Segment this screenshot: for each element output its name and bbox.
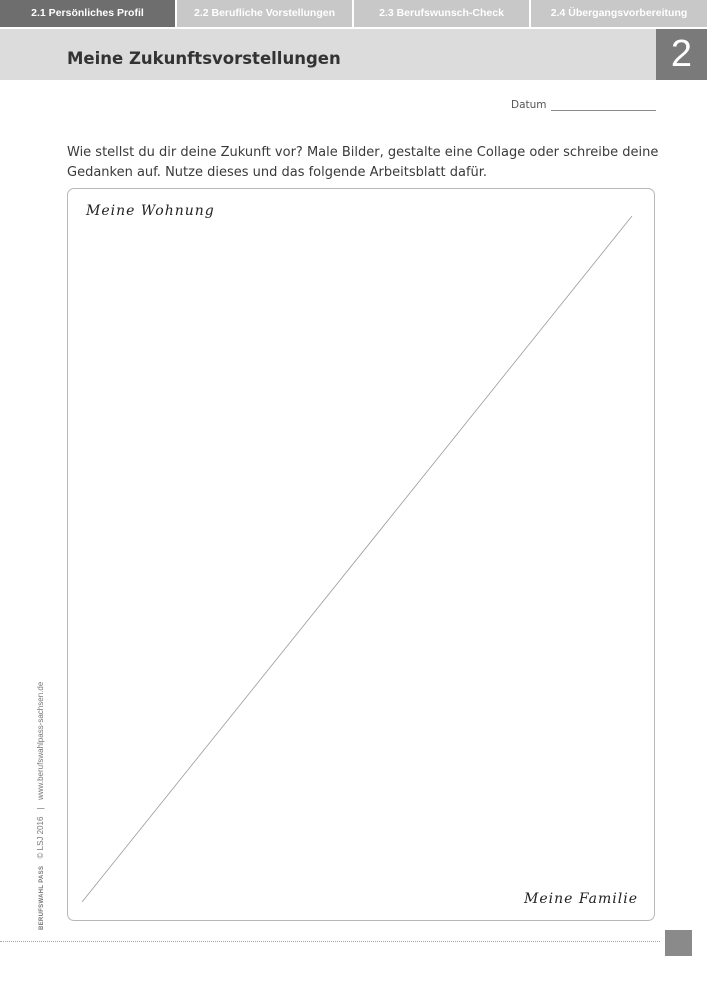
berufswahlpass-logo: BERUFSWAHL PASS bbox=[39, 865, 45, 930]
divider-line bbox=[82, 216, 632, 902]
chapter-number-badge: 2 bbox=[656, 29, 707, 80]
section-tabs bbox=[0, 0, 707, 27]
tab-berufliche-vorstellungen[interactable]: 2.2 Berufliche Vorstellungen bbox=[177, 0, 354, 27]
footer-separator: | bbox=[36, 807, 45, 810]
drawing-area[interactable] bbox=[67, 188, 655, 921]
tab-uebergangsvorbereitung[interactable]: 2.4 Übergangsvorbereitung bbox=[531, 0, 707, 27]
date-field bbox=[511, 99, 656, 111]
website-link[interactable]: www.berufswahlpass-sachsen.de bbox=[36, 681, 45, 800]
diagonal-divider bbox=[68, 189, 656, 922]
page-marker bbox=[665, 930, 692, 956]
footer-vertical-text bbox=[36, 677, 45, 930]
date-write-line[interactable] bbox=[551, 99, 656, 111]
label-meine-familie: Meine Familie bbox=[524, 891, 638, 907]
tab-persoenliches-profil[interactable]: 2.1 Persönliches Profil bbox=[0, 0, 177, 27]
intro-text: Wie stellst du dir deine Zukunft vor? Male Bilder, gestalte eine Collage oder schreibe deine Gedanken auf. Nutze dieses und das folgende Arbeitsblatt dafür. bbox=[67, 145, 659, 180]
label-meine-wohnung: Meine Wohnung bbox=[86, 203, 215, 219]
page-title: Meine Zukunftsvorstellungen bbox=[67, 49, 341, 68]
tab-berufswunsch-check[interactable]: 2.3 Berufswunsch-Check bbox=[354, 0, 531, 27]
copyright-text: © LSJ 2016 bbox=[36, 816, 45, 859]
footer-dotted-rule bbox=[0, 941, 660, 942]
date-label: Datum bbox=[511, 99, 547, 111]
